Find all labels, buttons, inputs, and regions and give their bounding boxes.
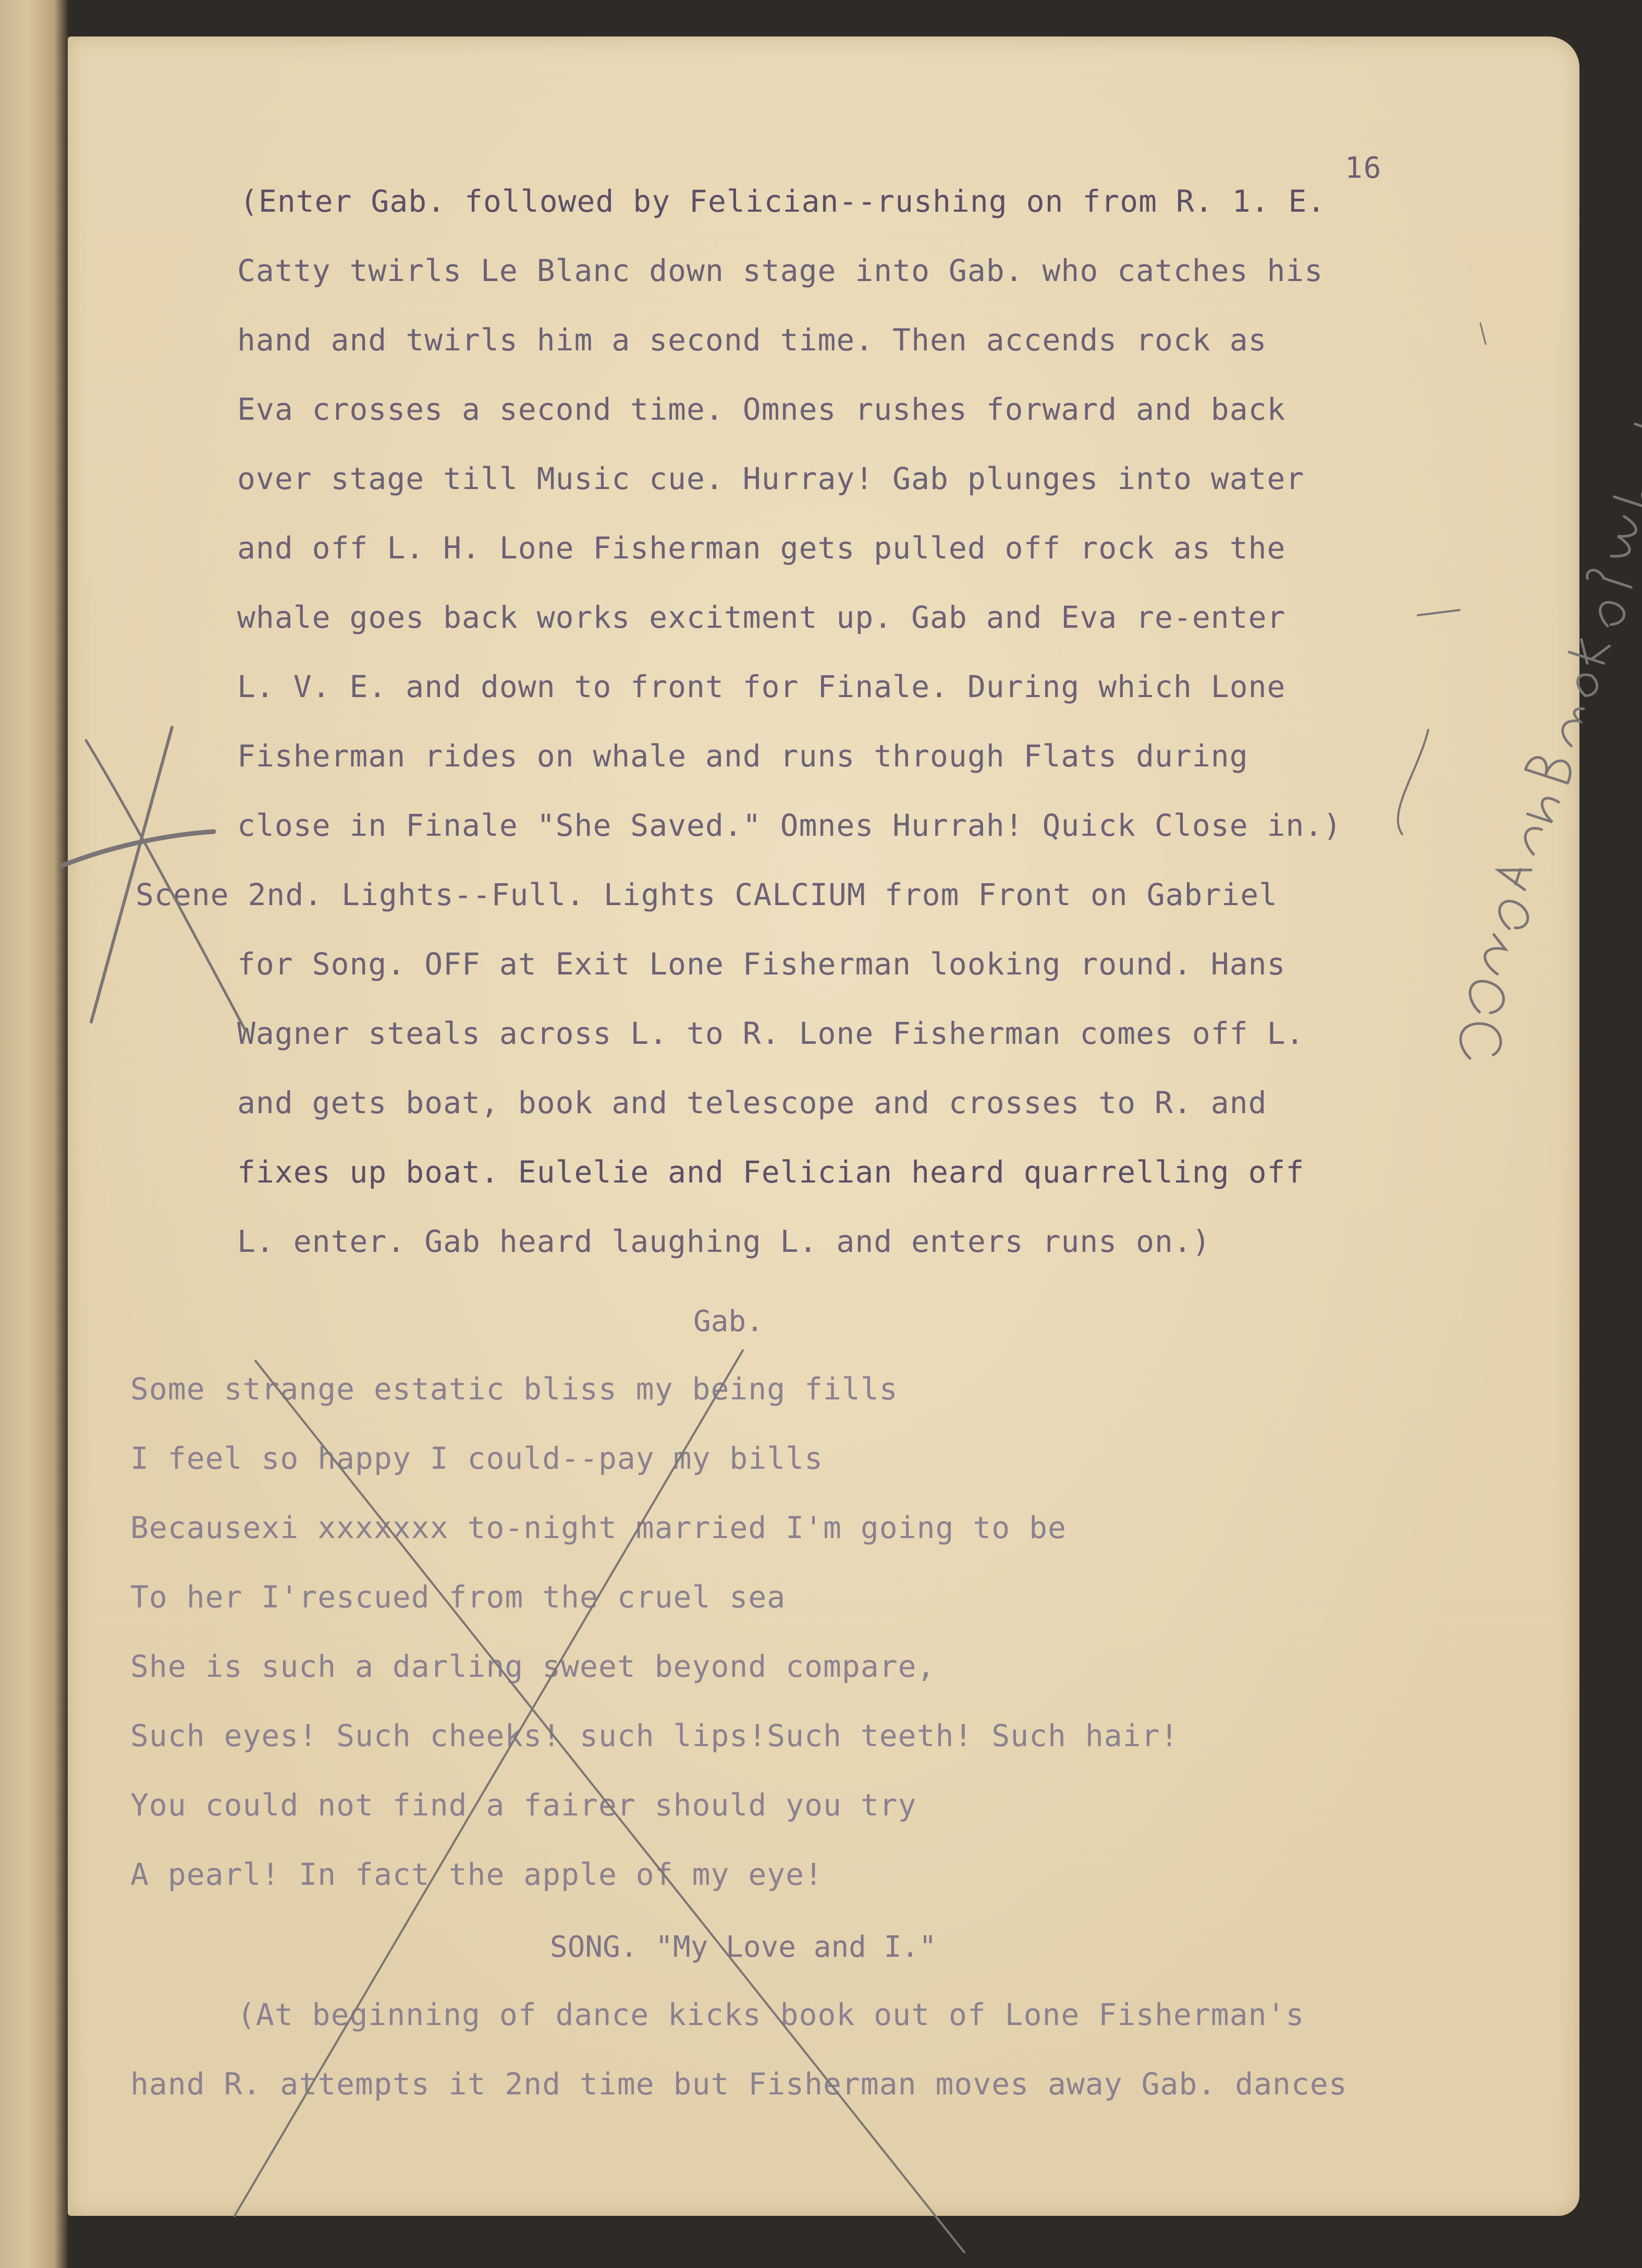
lyric-line: You could not find a fairer should you try <box>130 1787 917 1823</box>
direction-line: whale goes back works excitment up. Gab and Eva re-enter <box>237 600 1286 635</box>
lyric-line: I feel so happy I could--pay my bills <box>130 1441 824 1476</box>
direction-line: for Song. OFF at Exit Lone Fisherman looking round. Hans <box>237 946 1286 982</box>
lyric-line: Some strange estatic bliss my being fills <box>130 1371 898 1407</box>
direction-line: L. enter. Gab heard laughing L. and enters runs on.) <box>237 1224 1211 1259</box>
lyric-line: Such eyes! Such cheeks! such lips!Such teeth! Such hair! <box>130 1718 1179 1753</box>
direction-line: Eva crosses a second time. Omnes rushes forward and back <box>237 392 1286 427</box>
pencil-dash-mark <box>1418 610 1460 615</box>
speaker-heading: Gab. <box>693 1304 764 1338</box>
lyric-line: Becausexi xxxxxxx to-night married I'm going to be <box>130 1510 1067 1545</box>
pencil-strike-line <box>235 1350 743 2216</box>
direction-line: and gets boat, book and telescope and crosses to R. and <box>237 1085 1267 1120</box>
song-title: SONG. "My Love and I." <box>550 1930 937 1964</box>
direction-line: Wagner steals across L. to R. Lone Fisherman comes off L. <box>237 1016 1305 1051</box>
direction-line: Fisherman rides on whale and runs through Flats during <box>237 738 1248 774</box>
lyric-line: To her I'rescued from the cruel sea <box>130 1579 786 1615</box>
direction-line: hand R. attempts it 2nd time but Fisherman moves away Gab. dances <box>130 2066 1347 2102</box>
margin-handwriting <box>1433 372 1642 1066</box>
pencil-cross-mark <box>86 740 245 1030</box>
direction-line: (At beginning of dance kicks book out of Lone Fisherman's <box>237 1997 1305 2032</box>
page-number: 16 <box>1345 151 1382 185</box>
direction-line: and off L. H. Lone Fisherman gets pulled off rock as the <box>237 530 1286 566</box>
direction-line: Catty twirls Le Blanc down stage into Gab. who catches his <box>237 253 1324 288</box>
pencil-bracket-mark <box>1398 730 1428 834</box>
pencil-dash-mark <box>1480 323 1486 344</box>
direction-line: Scene 2nd. Lights--Full. Lights CALCIUM from Front on Gabriel <box>136 877 1278 912</box>
lyric-line: A pearl! In fact the apple of my eye! <box>130 1857 824 1892</box>
pencil-strike-line <box>255 1361 964 2252</box>
direction-line: close in Finale "She Saved." Omnes Hurrah! Quick Close in.) <box>237 808 1342 843</box>
direction-line: L. V. E. and down to front for Finale. During which Lone <box>237 669 1286 704</box>
direction-line: fixes up boat. Eulelie and Felician heard quarrelling off <box>237 1154 1305 1190</box>
lyric-line: She is such a darling sweet beyond compare, <box>130 1649 936 1684</box>
direction-line: hand and twirls him a second time. Then accends rock as <box>237 322 1267 358</box>
direction-line: over stage till Music cue. Hurray! Gab plunges into water <box>237 461 1305 496</box>
direction-line: (Enter Gab. followed by Felician--rushing on from R. 1. E. <box>240 184 1326 219</box>
